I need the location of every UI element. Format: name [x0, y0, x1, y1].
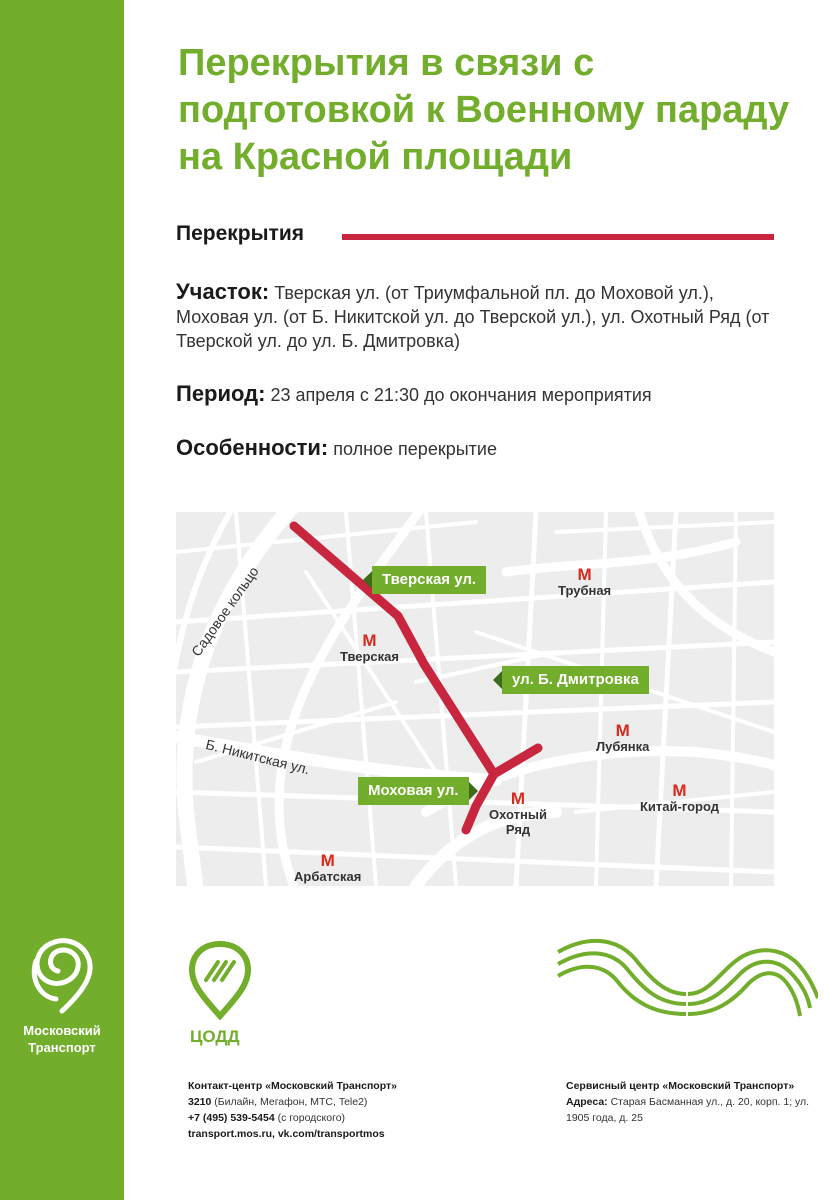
tsodd-logo-icon	[186, 940, 254, 1020]
brand-line-2: Транспорт	[28, 1040, 96, 1055]
closure-period-info	[176, 382, 776, 407]
period-label: Период:	[176, 381, 266, 406]
station-kitay-gorod	[640, 782, 719, 814]
dmitrovka-street-tag: ул. Б. Дмитровка	[502, 666, 649, 694]
station-label: Охотный Ряд	[489, 807, 547, 837]
decorative-wave-pattern	[556, 938, 818, 1018]
section-header: Перекрытия	[176, 222, 304, 245]
contact-phone-city-note: (с городского)	[277, 1112, 346, 1124]
station-label: Лубянка	[596, 739, 650, 754]
service-address-value: Старая Басманная ул., д. 20, корп. 1; ул. 1905 года, д. 25	[566, 1096, 810, 1124]
metro-icon: М	[510, 789, 526, 808]
metro-icon: М	[362, 631, 377, 650]
moscow-transport-logo-icon	[26, 935, 98, 1015]
contact-phone-short-note: (Билайн, Мегафон, МТС, Tele2)	[214, 1096, 368, 1108]
station-trubnaya	[558, 566, 611, 598]
mokhovaya-street-tag: Моховая ул.	[358, 777, 469, 805]
service-address-label: Адреса:	[566, 1096, 608, 1108]
station-lubyanka	[596, 722, 649, 754]
station-label: Тверская	[340, 649, 399, 664]
period-value: 23 апреля с 21:30 до окончания мероприятия	[270, 385, 652, 405]
metro-icon: М	[320, 851, 335, 870]
station-arbatskaya	[294, 852, 361, 884]
section-label: Участок:	[176, 279, 270, 304]
metro-icon: М	[577, 565, 592, 584]
station-label: Трубная	[558, 583, 612, 598]
nikitskaya-street-label: Б. Никитская ул.	[204, 736, 312, 778]
service-center-info	[566, 1078, 818, 1126]
tsodd-label: ЦОДД	[190, 1027, 240, 1046]
closure-section-info	[176, 280, 776, 353]
contact-phone-city: +7 (495) 539-5454	[188, 1112, 275, 1124]
station-okhotny-ryad	[484, 790, 552, 837]
section-value: Тверская ул. (от Триумфальной пл. до Моховой ул.), Моховая ул. (от Б. Никитской ул. до Тверской ул.), ул. Охотный Ряд (от Тверской ул. до ул. Б. Дмитровка)	[176, 283, 770, 351]
section-divider	[342, 234, 774, 240]
metro-icon: М	[615, 721, 630, 740]
contact-center-title: Контакт-центр «Московский Транспорт»	[188, 1080, 397, 1092]
page-title: Перекрытия в связи с подготовкой к Военному параду на Красной площади	[178, 42, 790, 178]
contact-phone-short: 3210	[188, 1096, 212, 1108]
features-value: полное перекрытие	[333, 439, 497, 459]
station-label: Китай-город	[640, 799, 719, 814]
sidebar	[0, 0, 124, 1200]
garden-ring-label: Садовое кольцо	[188, 563, 262, 660]
station-tverskaya	[340, 632, 399, 664]
metro-icon: М	[672, 781, 687, 800]
moscow-transport-brand	[0, 1022, 124, 1056]
service-center-title: Сервисный центр «Московский Транспорт»	[566, 1080, 795, 1092]
contact-center-info	[188, 1078, 468, 1142]
station-label: Арбатская	[294, 869, 362, 884]
tverskaya-street-tag: Тверская ул.	[372, 566, 486, 594]
features-label: Особенности:	[176, 435, 329, 460]
brand-line-1: Московский	[23, 1023, 101, 1038]
closure-features-info	[176, 436, 776, 461]
contact-web-links[interactable]: transport.mos.ru, vk.com/transportmos	[188, 1128, 385, 1140]
